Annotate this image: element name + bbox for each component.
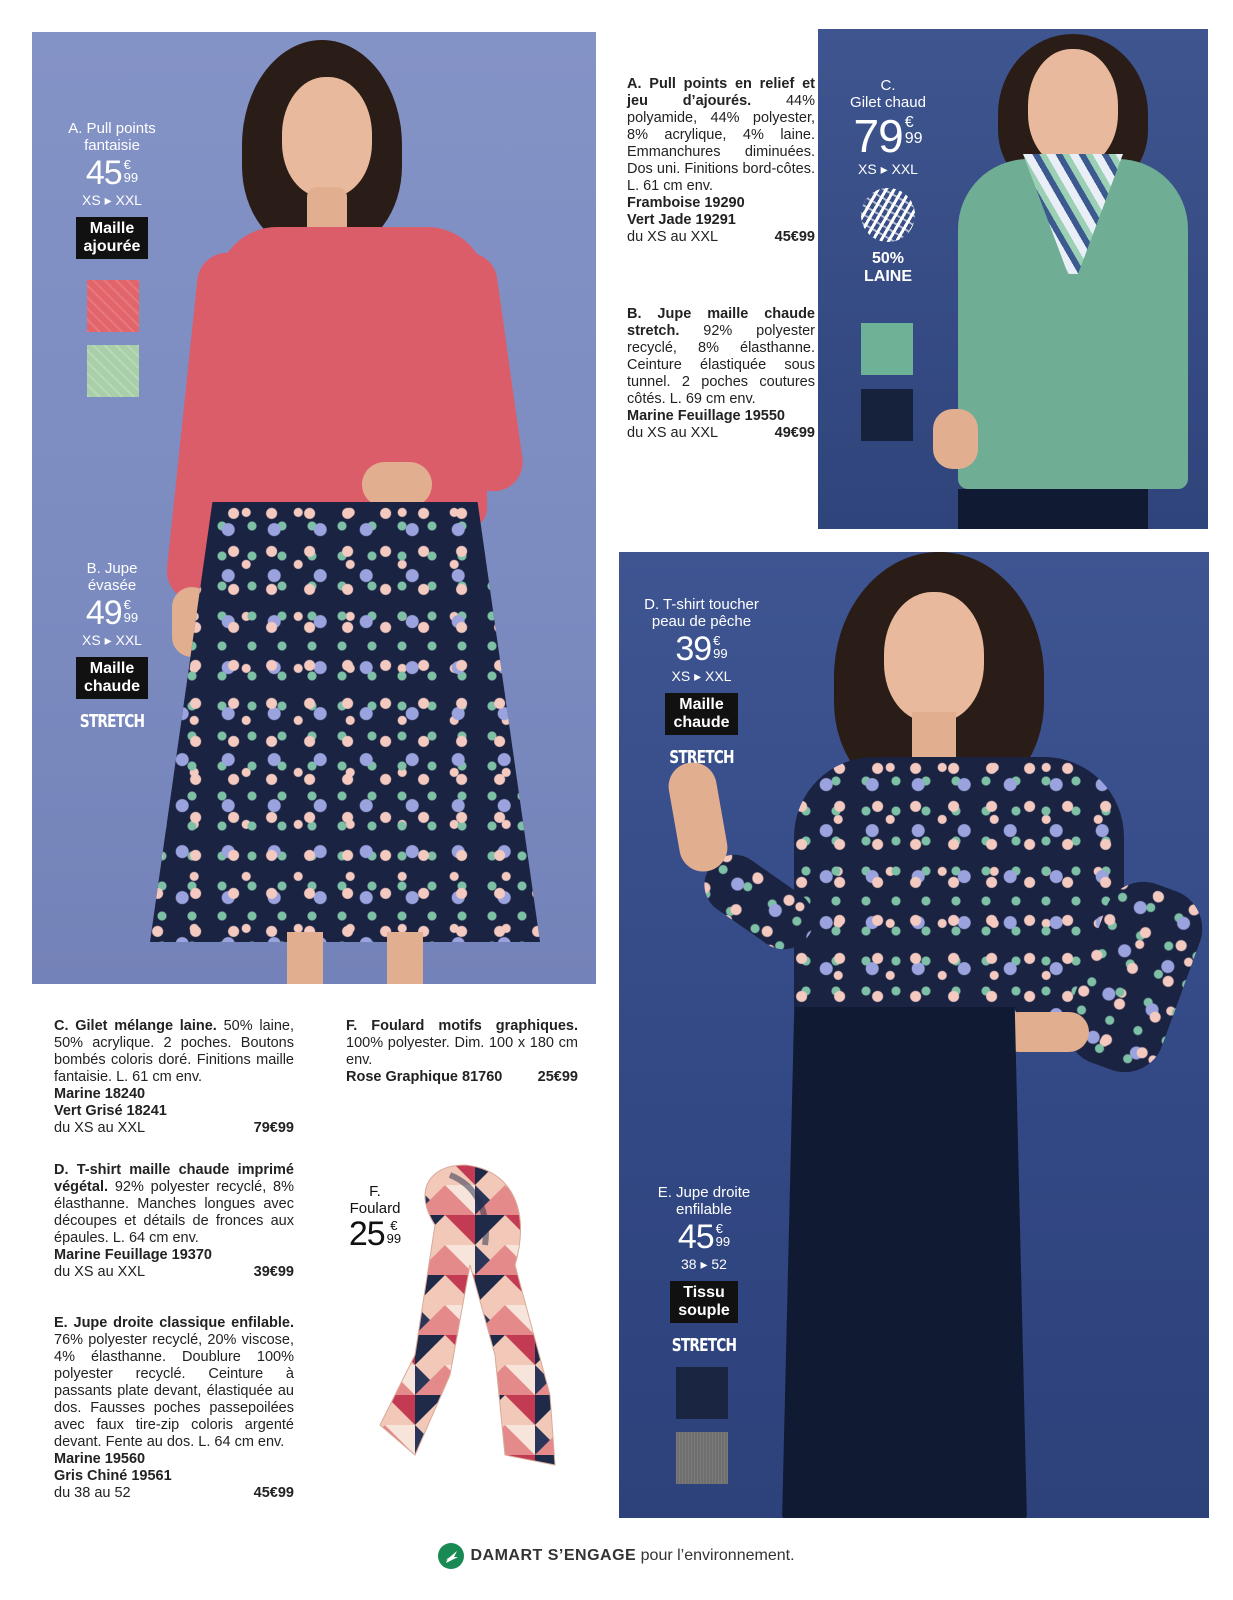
- desc-title: F. Foulard motifs graphiques.: [346, 1018, 578, 1034]
- product-name: F.: [369, 1183, 381, 1200]
- product-name: peau de pêche: [651, 613, 752, 630]
- size-price-row: [54, 1264, 294, 1281]
- desc-title: A. Pull points en relief et jeu d’ajourés.: [627, 76, 815, 109]
- price: 25€99: [537, 1069, 578, 1085]
- desc-title: D. T-shirt maille chaude imprimé végétal.: [54, 1162, 294, 1195]
- footer: [0, 1543, 1233, 1569]
- color-reference: Marine Feuillage 19370: [54, 1247, 212, 1263]
- color-reference: Marine Feuillage 19550: [627, 408, 785, 424]
- price-integer: 45: [85, 154, 122, 192]
- size-range: du XS au XXL: [627, 229, 719, 245]
- color-reference: Gris Chiné 19561: [54, 1468, 172, 1484]
- description-straight-skirt: [54, 1315, 294, 1502]
- fabric-badge: Maille ajourée: [76, 217, 149, 259]
- desc-title: E. Jupe droite classique enfilable.: [54, 1315, 294, 1331]
- photo-panel-cardigan: [818, 29, 1208, 529]
- size-range: du XS au XXL: [627, 425, 719, 441]
- price-cents: 99: [123, 170, 139, 185]
- description-tshirt: [54, 1162, 294, 1281]
- navy-trousers: [958, 489, 1148, 529]
- size-price-row: [627, 229, 815, 246]
- size-range: du XS au XXL: [54, 1264, 146, 1280]
- model-face: [1028, 49, 1118, 167]
- currency: €: [123, 597, 131, 612]
- color-reference: Vert Jade 19291: [627, 212, 736, 228]
- description-cardigan: [54, 1018, 294, 1137]
- price: [675, 632, 727, 666]
- price: [853, 110, 923, 162]
- size-range: 38 ▸ 52: [681, 1256, 727, 1272]
- size-price-row: [54, 1485, 294, 1502]
- price-tag-tshirt: [634, 596, 769, 768]
- wool-ball-icon: [861, 188, 915, 242]
- size-range: du XS au XXL: [54, 1120, 146, 1136]
- price: 45€99: [774, 229, 815, 245]
- price-cents: 99: [386, 1231, 402, 1246]
- color-reference: Framboise 19290: [627, 195, 745, 211]
- price: [86, 596, 138, 630]
- product-name: B. Jupe: [86, 560, 138, 577]
- product-name: Gilet chaud: [850, 94, 926, 111]
- floral-skirt: [150, 502, 540, 942]
- desc-body: 44% polyamide, 44% polyester, 8% acrylique, 4% laine. Emmanchures diminuées. Dos uni. Finitions bord-côtes. L. 61 cm env.: [627, 93, 815, 194]
- description-pull: [627, 76, 815, 246]
- price-tag-skirt: [52, 560, 172, 732]
- wool-percentage: 50%: [871, 250, 905, 267]
- model-hand: [933, 409, 978, 469]
- footer-brand: DAMART S’ENGAGE: [470, 1547, 637, 1565]
- footer-text: pour l’environnement.: [636, 1547, 795, 1565]
- desc-title: C. Gilet mélange laine.: [54, 1018, 217, 1034]
- stretch-logo: STRETCH: [671, 1335, 737, 1356]
- color-swatch-vert-jade[interactable]: [87, 345, 139, 397]
- price-cents: 99: [904, 130, 923, 147]
- product-name: fantaisie: [84, 137, 140, 154]
- photo-panel-pull-skirt: [32, 32, 596, 984]
- desc-body: 92% polyester recyclé, 8% élasthanne. Ceinture élastiquée sous tunnel. 2 poches coutures côtés. L. 69 cm env.: [627, 323, 815, 407]
- currency: €: [904, 114, 914, 131]
- model-neck: [912, 712, 956, 762]
- price: [86, 156, 138, 190]
- color-swatch-framboise[interactable]: [87, 280, 139, 332]
- model-face: [884, 592, 984, 722]
- price-integer: 25: [348, 1215, 385, 1253]
- model-hand: [362, 462, 432, 507]
- color-swatch-gris-chine[interactable]: [676, 1432, 728, 1484]
- price-integer: 79: [853, 110, 903, 162]
- color-swatch-marine[interactable]: [861, 389, 913, 441]
- price-tag-cardigan: [828, 77, 948, 286]
- product-name: C.: [880, 77, 896, 94]
- color-reference: Marine 19560: [54, 1451, 146, 1467]
- price-cents: 99: [713, 646, 728, 661]
- price-tag-straight-skirt: [644, 1184, 764, 1356]
- desc-body: 100% polyester. Dim. 100 x 180 cm env.: [346, 1035, 578, 1068]
- stretch-logo: STRETCH: [79, 711, 145, 732]
- size-range: XS ▸ XXL: [82, 192, 142, 208]
- size-price-row: [54, 1120, 294, 1137]
- color-swatch-vert-grise[interactable]: [861, 323, 913, 375]
- currency: €: [123, 157, 131, 172]
- desc-body: 50% laine, 50% acrylique. 2 poches. Boutons bombés coloris doré. Finitions maille fantaisie. L. 61 cm env.: [54, 1018, 295, 1085]
- size-range: XS ▸ XXL: [82, 632, 142, 648]
- model-face: [282, 77, 372, 197]
- fabric-badge: Maille chaude: [76, 657, 148, 699]
- product-name: D. T-shirt toucher: [644, 596, 759, 613]
- wool-label: LAINE: [864, 268, 912, 285]
- color-reference: Rose Graphique 81760: [346, 1069, 503, 1085]
- stretch-logo: STRETCH: [669, 747, 734, 768]
- size-range: du 38 au 52: [54, 1485, 131, 1501]
- model-leg-right: [387, 932, 423, 984]
- price: 49€99: [774, 425, 815, 441]
- product-name: évasée: [87, 577, 137, 594]
- photo-panel-tshirt-skirt: [619, 552, 1209, 1518]
- currency: €: [390, 1218, 398, 1233]
- size-range: XS ▸ XXL: [671, 668, 732, 684]
- size-price-row: [627, 425, 815, 442]
- size-range: XS ▸ XXL: [858, 161, 918, 177]
- price-cents: 99: [123, 610, 139, 625]
- desc-title: B. Jupe maille chaude stretch.: [627, 306, 815, 339]
- product-name: E. Jupe droite: [657, 1184, 751, 1201]
- navy-straight-skirt: [782, 1007, 1027, 1518]
- ref-price-row: [346, 1069, 578, 1086]
- price-cents: 99: [715, 1234, 731, 1249]
- currency: €: [713, 633, 721, 648]
- model-raised-hand: [665, 759, 731, 876]
- color-swatch-marine[interactable]: [676, 1367, 728, 1419]
- fabric-badge: Maille chaude: [665, 693, 737, 735]
- currency: €: [715, 1221, 723, 1236]
- price: 39€99: [253, 1264, 294, 1280]
- price: [678, 1220, 730, 1254]
- product-name: enfilable: [676, 1201, 732, 1218]
- product-name: Foulard: [349, 1200, 401, 1217]
- fabric-badge: Tissu souple: [670, 1281, 738, 1323]
- model-leg-left: [287, 932, 323, 984]
- price-integer: 39: [675, 630, 712, 668]
- price-integer: 45: [677, 1218, 714, 1256]
- color-reference: Marine 18240: [54, 1086, 146, 1102]
- leaf-logo-icon: [438, 1543, 464, 1569]
- scarf-image: [355, 1155, 595, 1485]
- price: 79€99: [253, 1120, 294, 1136]
- floral-tshirt: [794, 757, 1124, 1017]
- product-name: A. Pull points: [68, 120, 156, 137]
- price-tag-pull: [52, 120, 172, 259]
- price: 45€99: [253, 1485, 294, 1501]
- desc-body: 76% polyester recyclé, 20% viscose, 4% élasthanne. Doublure 100% polyester recyclé. Ceinture à passants plate devant, élastiquée au dos. Fausses poches passepoilées avec faux tire-zip coloris argenté devant. Fente au dos. L. 64 cm env.: [54, 1332, 294, 1450]
- description-skirt: [627, 306, 815, 442]
- description-foulard: [346, 1018, 578, 1086]
- desc-body: 92% polyester recyclé, 8% élasthanne. Manches longues avec découpes et détails de fronces aux épaules. L. 64 cm env.: [54, 1179, 295, 1246]
- price-integer: 49: [85, 594, 122, 632]
- color-reference: Vert Grisé 18241: [54, 1103, 167, 1119]
